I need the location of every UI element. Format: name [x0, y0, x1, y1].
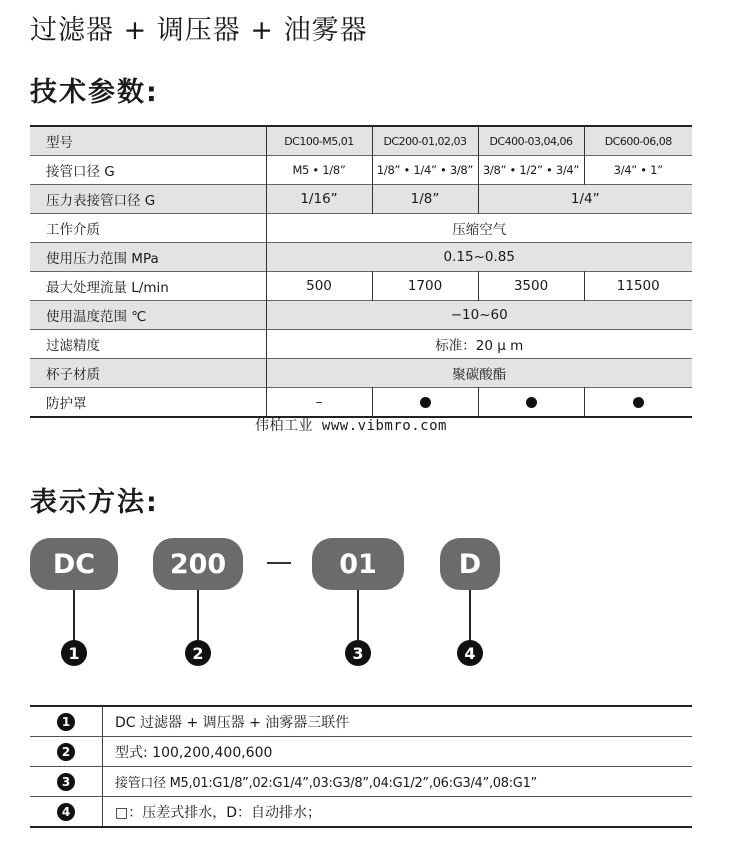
table-row: [30, 126, 692, 156]
marker-3: 3: [345, 640, 371, 666]
cell: 1/4”: [478, 185, 692, 214]
row-label: 工作介质: [30, 214, 266, 243]
table-row: [30, 243, 692, 272]
legend-row: [30, 797, 692, 828]
cell: 0.15~0.85: [266, 243, 692, 272]
code-pill-type: 200: [153, 538, 243, 590]
legend-number: 1: [57, 713, 75, 731]
model-col: DC200-01,02,03: [372, 126, 478, 156]
cell: 1700: [372, 272, 478, 301]
row-label: 压力表接管口径 G: [30, 185, 266, 214]
legend-text: □：压差式排水，D：自动排水；: [115, 804, 322, 821]
legend-table: [30, 705, 692, 828]
table-row: [30, 388, 692, 418]
legend-row: [30, 737, 692, 767]
legend-number: 3: [57, 773, 75, 791]
legend-text: DC 过滤器 + 调压器 + 油雾器三联件: [115, 714, 350, 731]
filled-dot-icon: [633, 397, 644, 408]
model-col: DC600-06,08: [584, 126, 692, 156]
filled-dot-icon: [526, 397, 537, 408]
table-row: [30, 272, 692, 301]
cell: 11500: [584, 272, 692, 301]
row-label: 使用压力范围 MPa: [30, 243, 266, 272]
leader-line: [357, 590, 359, 642]
leader-line: [469, 590, 471, 642]
marker-1: 1: [61, 640, 87, 666]
table-row: [30, 330, 692, 359]
row-label: 过滤精度: [30, 330, 266, 359]
cell: 1/8”: [372, 185, 478, 214]
code-separator: [267, 562, 291, 564]
cell: 1/8” • 1/4” • 3/8”: [372, 156, 478, 185]
code-pill-port: 01: [312, 538, 404, 590]
table-row: [30, 214, 692, 243]
row-label: 杯子材质: [30, 359, 266, 388]
model-col: DC100-M5,01: [266, 126, 372, 156]
legend-number: 2: [57, 743, 75, 761]
table-row: [30, 185, 692, 214]
spec-heading: 技术参数:: [30, 77, 159, 108]
cell: 聚碳酸酯: [266, 359, 692, 388]
row-label: 型号: [30, 126, 266, 156]
cell: 3/8” • 1/2” • 3/4”: [478, 156, 584, 185]
row-label: 最大处理流量 L/min: [30, 272, 266, 301]
cell: 3/4” • 1”: [584, 156, 692, 185]
row-label: 接管口径 G: [30, 156, 266, 185]
marker-4: 4: [457, 640, 483, 666]
cell: 标准：20 μ m: [266, 330, 692, 359]
table-row: [30, 359, 692, 388]
legend-row: [30, 767, 692, 797]
cell: 500: [266, 272, 372, 301]
legend-number: 4: [57, 803, 75, 821]
table-row: [30, 156, 692, 185]
filled-dot-icon: [420, 397, 431, 408]
cell: 1/16”: [266, 185, 372, 214]
cell: [584, 388, 692, 418]
legend-text: 型式: 100,200,400,600: [115, 744, 273, 761]
cell: [478, 388, 584, 418]
cell: M5 • 1/8”: [266, 156, 372, 185]
legend-row: [30, 706, 692, 737]
row-label: 防护罩: [30, 388, 266, 418]
cell: −10~60: [266, 301, 692, 330]
spec-table: [30, 125, 692, 418]
leader-line: [73, 590, 75, 642]
page-title: 过滤器 + 调压器 + 油雾器: [30, 15, 368, 46]
notation-heading: 表示方法:: [30, 487, 159, 518]
marker-2: 2: [185, 640, 211, 666]
cell: 压缩空气: [266, 214, 692, 243]
model-col: DC400-03,04,06: [478, 126, 584, 156]
cell: 3500: [478, 272, 584, 301]
table-row: [30, 301, 692, 330]
code-pill-drain: D: [440, 538, 500, 590]
cell: –: [266, 388, 372, 418]
code-pill-series: DC: [30, 538, 118, 590]
row-label: 使用温度范围 ℃: [30, 301, 266, 330]
leader-line: [197, 590, 199, 642]
legend-text: 接管口径 M5,01:G1/8”,02:G1/4”,03:G3/8”,04:G1/2”,06:G3/4”,08:G1”: [115, 776, 537, 791]
cell: [372, 388, 478, 418]
watermark: 伟柏工业 www.vibmro.com: [255, 418, 447, 434]
